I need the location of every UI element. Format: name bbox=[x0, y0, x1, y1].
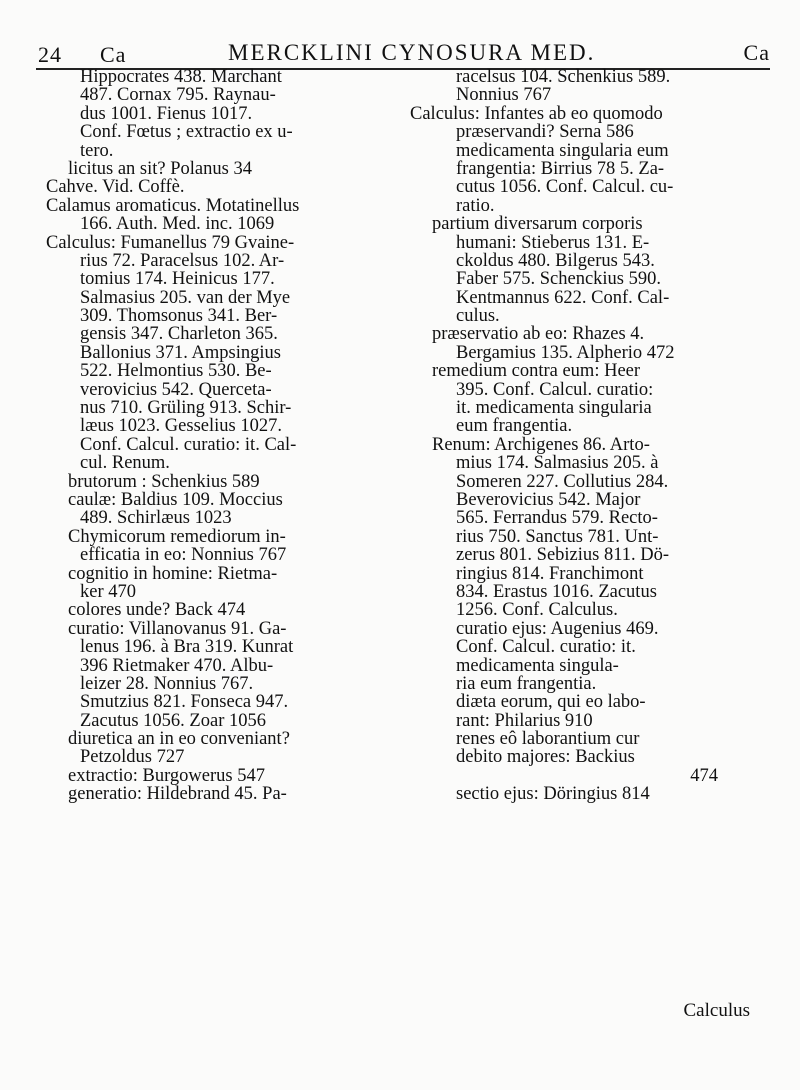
index-line: eum frangentia. bbox=[456, 416, 573, 437]
index-line: curatio ejus: Augenius 469. bbox=[456, 618, 659, 639]
index-line: læus 1023. Gesselius 1027. bbox=[80, 416, 282, 437]
right-column bbox=[410, 68, 748, 804]
index-line: ringius 814. Franchimont bbox=[456, 563, 644, 584]
index-line: Calculus: Fumanellus 79 Gvaine- bbox=[46, 232, 295, 253]
index-line: racelsus 104. Schenkius 589. bbox=[456, 67, 671, 87]
index-line: verovicius 542. Querceta- bbox=[80, 379, 272, 400]
index-line: Ballonius 371. Ampsingius bbox=[80, 342, 281, 363]
index-line: humani: Stieberus 131. E- bbox=[456, 232, 650, 253]
index-line: præservatio ab eo: Rhazes 4. bbox=[432, 324, 645, 345]
index-line: ckoldus 480. Bilgerus 543. bbox=[456, 250, 655, 271]
index-line: licitus an sit? Polanus 34 bbox=[68, 158, 252, 179]
index-line: Conf. Fœtus ; extractio ex u- bbox=[80, 122, 293, 143]
index-line: renes eô laborantium cur bbox=[456, 729, 640, 750]
index-line: tero. bbox=[80, 140, 114, 161]
index-line: rius 750. Sanctus 781. Unt- bbox=[456, 526, 659, 547]
index-line: Chymicorum remediorum in- bbox=[68, 526, 286, 547]
index-line: cul. Renum. bbox=[80, 453, 170, 474]
index-line: zerus 801. Sebizius 811. Dö- bbox=[456, 545, 670, 566]
index-line: Someren 227. Collutius 284. bbox=[456, 471, 669, 492]
index-line: tomius 174. Heinicus 177. bbox=[80, 269, 275, 290]
index-line: 166. Auth. Med. inc. 1069 bbox=[80, 214, 275, 235]
index-line: Calculus: Infantes ab eo quomodo bbox=[410, 103, 663, 124]
index-line: colores unde? Back 474 bbox=[68, 600, 246, 621]
index-line: rius 72. Paracelsus 102. Ar- bbox=[80, 250, 285, 271]
index-line: caulæ: Baldius 109. Moccius bbox=[68, 489, 283, 510]
index-line: frangentia: Birrius 78 5. Za- bbox=[456, 158, 665, 179]
index-line: 396 Rietmaker 470. Albu- bbox=[80, 655, 274, 676]
index-line: remedium contra eum: Heer bbox=[432, 361, 641, 382]
left-column bbox=[46, 68, 392, 804]
index-line: Bergamius 135. Alpherio 472 bbox=[456, 342, 675, 363]
index-line: lenus 196. à Bra 319. Kunrat bbox=[80, 637, 294, 658]
index-line: 474 bbox=[690, 765, 718, 786]
index-line: medicamenta singula- bbox=[456, 655, 619, 676]
index-line: Conf. Calcul. curatio: it. Cal- bbox=[80, 434, 297, 455]
index-line: Renum: Archigenes 86. Arto- bbox=[432, 434, 650, 455]
index-line: Hippocrates 438. Marchant bbox=[80, 67, 282, 87]
index-line: brutorum : Schenkius 589 bbox=[68, 471, 260, 492]
index-line: sectio ejus: Döringius 814 bbox=[456, 784, 650, 805]
index-line: Zacutus 1056. Zoar 1056 bbox=[80, 710, 266, 731]
index-line: Salmasius 205. van der Mye bbox=[80, 287, 291, 308]
header-abbrev-left: Ca bbox=[100, 42, 127, 67]
index-line: 487. Cornax 795. Raynau- bbox=[80, 85, 276, 106]
index-line: Beverovicius 542. Major bbox=[456, 489, 641, 510]
index-line: Petzoldus 727 bbox=[80, 747, 185, 768]
index-line: 309. Thomsonus 341. Ber- bbox=[80, 306, 278, 327]
index-line: medicamenta singularia eum bbox=[456, 140, 669, 161]
index-line: culus. bbox=[456, 306, 500, 327]
index-line: Faber 575. Schenckius 590. bbox=[456, 269, 662, 290]
running-title: MERCKLINI CYNOSURA MED. bbox=[228, 40, 596, 65]
index-line: partium diversarum corporis bbox=[432, 214, 643, 235]
index-line: 1256. Conf. Calculus. bbox=[456, 600, 618, 621]
header-abbrev-right: Ca bbox=[743, 40, 770, 65]
index-line: extractio: Burgowerus 547 bbox=[68, 765, 265, 786]
index-line: Smutzius 821. Fonseca 947. bbox=[80, 692, 289, 713]
index-line: nus 710. Grüling 913. Schir- bbox=[80, 398, 292, 419]
index-line: Conf. Calcul. curatio: it. bbox=[456, 637, 636, 658]
index-line: præservandi? Serna 586 bbox=[456, 122, 634, 143]
index-line: debito majores: Backius bbox=[456, 747, 635, 768]
page-number: 24 bbox=[38, 42, 62, 67]
index-line: 834. Erastus 1016. Zacutus bbox=[456, 581, 657, 602]
index-line: generatio: Hildebrand 45. Pa- bbox=[68, 784, 287, 805]
running-header bbox=[38, 34, 770, 66]
index-line: ria eum frangentia. bbox=[456, 673, 597, 694]
index-line: gensis 347. Charleton 365. bbox=[80, 324, 278, 345]
index-line: curatio: Villanovanus 91. Ga- bbox=[68, 618, 287, 639]
index-line: ratio. bbox=[456, 195, 495, 216]
index-line: 395. Conf. Calcul. curatio: bbox=[456, 379, 654, 400]
index-line: cognitio in homine: Rietma- bbox=[68, 563, 278, 584]
index-line: 489. Schirlæus 1023 bbox=[80, 508, 232, 529]
index-line: 522. Helmontius 530. Be- bbox=[80, 361, 272, 382]
index-line: Calamus aromaticus. Motatinellus bbox=[46, 195, 300, 216]
index-line: cutus 1056. Conf. Calcul. cu- bbox=[456, 177, 674, 198]
catchword: Calculus bbox=[683, 1000, 750, 1021]
index-line: ker 470 bbox=[80, 581, 136, 602]
index-line: rant: Philarius 910 bbox=[456, 710, 593, 731]
index-line: diuretica an in eo conveniant? bbox=[68, 729, 290, 750]
index-line: mius 174. Salmasius 205. à bbox=[456, 453, 659, 474]
index-line: diæta eorum, qui eo labo- bbox=[456, 692, 646, 713]
index-line: Nonnius 767 bbox=[456, 85, 552, 106]
index-line: dus 1001. Fienus 1017. bbox=[80, 103, 253, 124]
index-line: Kentmannus 622. Conf. Cal- bbox=[456, 287, 670, 308]
index-line: it. medicamenta singularia bbox=[456, 398, 652, 419]
index-line: efficatia in eo: Nonnius 767 bbox=[80, 545, 287, 566]
index-line: leizer 28. Nonnius 767. bbox=[80, 673, 254, 694]
index-line: 565. Ferrandus 579. Recto- bbox=[456, 508, 658, 529]
index-line: Cahve. Vid. Coffè. bbox=[46, 177, 185, 198]
